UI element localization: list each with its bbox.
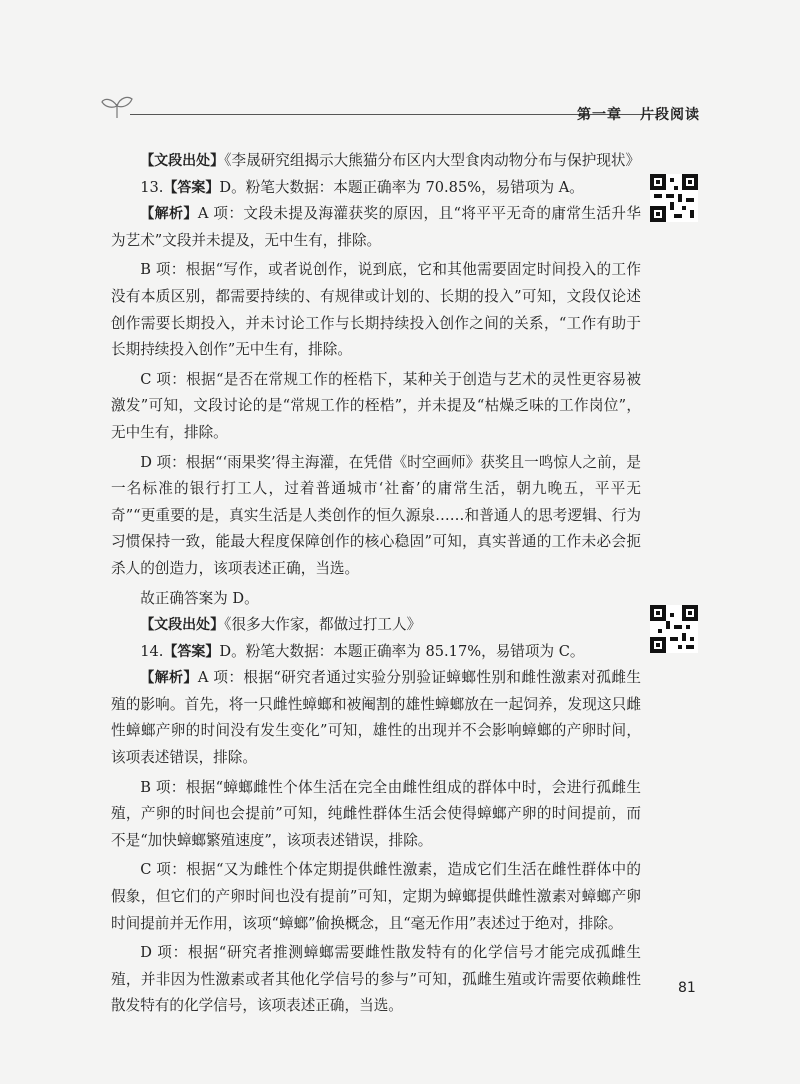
chapter-number: 第一章 bbox=[577, 107, 622, 123]
option-b-paragraph: B 项：根据“蟑螂雌性个体生活在完全由雌性组成的群体中时，会进行孤雌生殖，产卵的时间也会提前”可知，纯雌性群体生活会使得蟑螂产卵的时间提前，而不是“加快蟑螂繁殖速度”，该项表述错误，排除。 bbox=[111, 778, 641, 849]
option-d-paragraph: D 项：根据“研究者推测蟑螂需要雌性散发特有的化学信号才能完成孤雌生殖，并非因为性激素或者其他化学信号的参与”可知，孤雌生殖或许需要依赖雌性散发特有的化学信号，该项表述正确，当选。 bbox=[111, 944, 641, 1015]
chapter-title bbox=[577, 104, 700, 124]
conclusion-paragraph: 故正确答案为 D。 bbox=[140, 589, 259, 607]
page-header bbox=[100, 92, 700, 132]
answer-explanations bbox=[111, 148, 641, 1020]
answer-paragraph: 14.【答案】D。粉笔大数据：本题正确率为 85.17%，易错项为 C。 bbox=[140, 642, 585, 660]
analysis-paragraph: 【解析】A 项：根据“研究者通过实验分别验证蟑螂性别和雌性激素对孤雌生殖的影响。首先，将一只雌性蟑螂和被阉割的雄性蟑螂放在一起饲养，发现这只雌性蟑螂产卵的时间没有发生变化”可知，雄性的出现并不会影响蟑螂的产卵时间，该项表述错误，排除。 bbox=[111, 669, 641, 767]
option-c-paragraph: C 项：根据“是否在常规工作的桎梏下，某种关于创造与艺术的灵性更容易被激发”可知，文段讨论的是“常规工作的桎梏”，并未提及“枯燥乏味的工作岗位”，无中生有，排除。 bbox=[111, 370, 641, 441]
option-c-paragraph: C 项：根据“又为雌性个体定期提供雌性激素，造成它们生活在雌性群体中的假象，但它们的产卵时间也没有提前”可知，定期为蟑螂提供雌性激素对蟑螂产卵时间提前并无作用，该项“蟑螂”偷换概念，且“毫无作用”表述过于绝对，排除。 bbox=[111, 861, 641, 932]
page-number: 81 bbox=[678, 980, 696, 996]
source-paragraph: 【文段出处】《很多大作家，都做过打工人》 bbox=[140, 616, 422, 634]
source-paragraph: 【文段出处】《李晟研究组揭示大熊猫分布区内大型食肉动物分布与保护现状》 bbox=[140, 152, 641, 169]
qr-code-icon bbox=[650, 174, 698, 222]
sprout-icon bbox=[100, 94, 134, 120]
answer-paragraph: 13.【答案】D。粉笔大数据：本题正确率为 70.85%，易错项为 A。 bbox=[140, 178, 584, 196]
option-b-paragraph: B 项：根据“写作，或者说创作，说到底，它和其他需要固定时间投入的工作没有本质区别，都需要持续的、有规律或计划的、长期的投入”可知，文段仅论述创作需要长期投入，并未讨论工作与长期持续投入创作之间的关系，“工作有助于长期持续投入创作”无中生有，排除。 bbox=[111, 261, 641, 359]
chapter-section: 片段阅读 bbox=[640, 107, 700, 123]
option-d-paragraph: D 项：根据“‘雨果奖’得主海灌，在凭借《时空画师》获奖且一鸣惊人之前，是一名标准的银行打工人，过着普通城市‘社畜’的庸常生活，朝九晚五，平平无奇”“更重要的是，真实生活是人类创作的恒久源泉……和普通人的思考逻辑、行为习惯保持一致，能最大程度保障创作的核心稳固”可知，真实普通的工作未必会扼杀人的创造力，该项表述正确，当选。 bbox=[111, 453, 641, 577]
qr-code-icon bbox=[650, 605, 698, 653]
analysis-paragraph: 【解析】A 项：文段未提及海灌获奖的原因，且“将平平无奇的庸常生活升华为艺术”文段并未提及，无中生有，排除。 bbox=[111, 205, 641, 249]
